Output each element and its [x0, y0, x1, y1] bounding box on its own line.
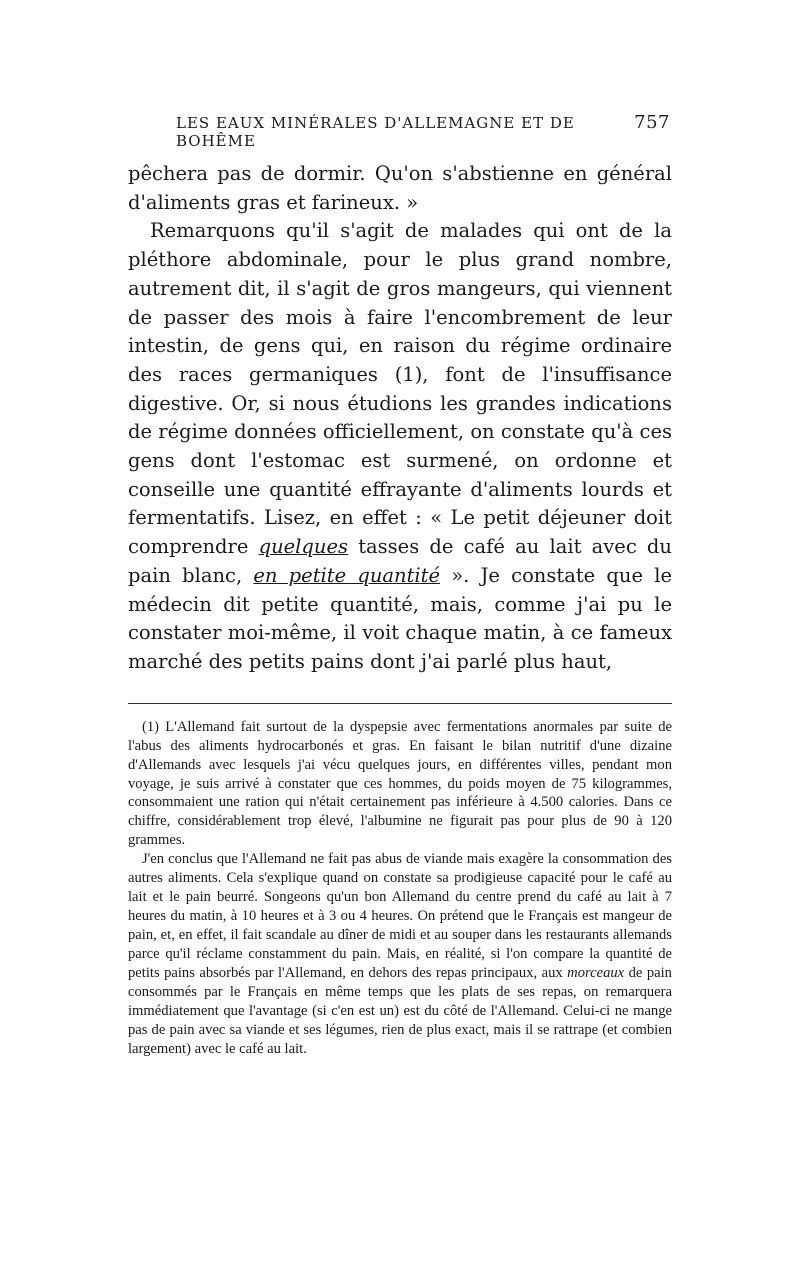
- paragraph-1-text: pêchera pas de dormir. Qu'on s'abstienne en général d'aliments gras et farineux. »: [128, 162, 672, 214]
- paragraph-2-text-a: Remarquons qu'il s'agit de malades qui ont de la pléthore abdominale, pour le plus grand nombre, autrement dit, il s'agit de gros mangeurs, qui viennent de passer des mois à faire l'encombrement de leur intestin, de gens qui, en raison du régime ordinaire des races germaniques (1), font de l'insuffisance digestive. Or, si nous étudions les grandes indications de régime données officiellement, on constate qu'à ces gens dont l'estomac est surmené, on ordonne et conseille une quantité effrayante d'aliments lourds et fermentatifs. Lisez, en effet : « Le petit déjeuner doit comprendre: [128, 219, 672, 559]
- paragraph-2-text-c: ». Je constate que le médecin dit petite quantité, mais, comme j'ai pu le constater moi-même, il voit chaque matin, à ce fameux marché des petits pains dont j'ai parlé plus haut,: [128, 563, 672, 673]
- paragraph-2-text-b: tasses de café au lait avec du pain blanc,: [128, 535, 672, 587]
- footnote-2-text-a: J'en conclus que l'Allemand ne fait pas abus de viande mais exagère la consommation des autres aliments. Cela s'explique quand on constate sa prodigieuse capacité pour le café au lait et le pain beurré. Songeons qu'un bon Allemand du centre prend du café au lait à 7 heures du matin, à 10 heures et à 3 ou 4 heures. On prétend que le Français est mangeur de pain, et, en effet, il fait scandale au dîner de midi et au souper dans les restaurants allemands parce qu'il réclame constamment du pain. Mais, en réalité, si l'on compare la quantité de petits pains absorbés par l'Allemand, en dehors des repas principaux, aux: [128, 851, 672, 982]
- emphasis-quelques: quelques: [258, 535, 349, 559]
- emphasis-morceaux: morceaux: [567, 965, 625, 982]
- book-page: [128, 112, 672, 1059]
- footnote-separator: [128, 703, 672, 704]
- main-text: [128, 160, 672, 677]
- paragraph-continuation: [128, 160, 672, 217]
- footnote-1-text: (1) L'Allemand fait surtout de la dyspepsie avec fermentations anormales par suite de l'abus des aliments hydrocarbonés et gras. En faisant le bilan nutritif d'une dizaine d'Allemands avec lesquels j'ai vécu quelques jours, en différentes villes, pendant mon voyage, je suis arrivé à constater que ces hommes, du poids moyen de 75 kilogrammes, consommaient une ration qui n'était certainement pas inférieure à 4.500 calories. Dans ce chiffre, considérablement trop élevé, l'albumine ne figurait pas pour plus de 90 à 120 grammes.: [128, 718, 672, 849]
- running-title: LES EAUX MINÉRALES D'ALLEMAGNE ET DE BOHÊME: [176, 114, 575, 150]
- paragraph-remarquons: [128, 217, 672, 676]
- emphasis-petite-quantite: en petite quantité: [253, 563, 441, 587]
- footnote-2-text-b: de pain consommés par le Français en même temps que les plats de ses repas, on remarquera immédiatement que l'avantage (si c'en est un) est du côté de l'Allemand. Celui-ci ne mange pas de pain avec sa viande et ses légumes, rien de plus exact, mais il se rattrape (et combien largement) avec le café au lait.: [128, 965, 672, 1057]
- footnote-1-continuation: [128, 850, 672, 1058]
- running-head: [128, 112, 672, 150]
- page-number: 757: [634, 112, 670, 133]
- footnote-1: [128, 718, 672, 851]
- footnotes: [128, 718, 672, 1059]
